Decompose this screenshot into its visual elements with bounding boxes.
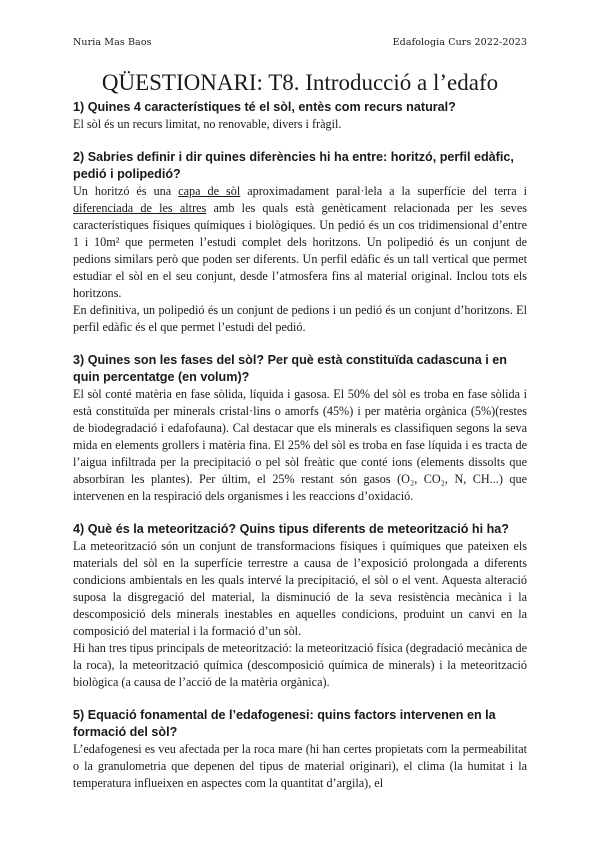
question-4: 4) Què és la meteorització? Quins tipus diferents de meteorització hi ha? xyxy=(73,522,509,536)
answer-2-paragraph-2: En definitiva, un polipedió és un conjunt de pedions i un pedió és un conjunt d’horitzons. El perfil edàfic és el que permet l’estudi del pedió. xyxy=(73,303,527,334)
question-1: 1) Quines 4 característiques té el sòl, entès com recurs natural? xyxy=(73,100,456,114)
answer-3: El sòl conté matèria en fase sòlida, líquida i gasosa. El 50% del sòl es troba en fase sòlida i està constituïda per minerals cristal·lins o amorfs (45%) i per matèria orgànica (5%)(restes de biodegradació i edafofauna). Cal destacar que els minerals es classifiquen segons la seva mida en elements grollers i matèria fina. El 25% del sòl es troba en fase líquida i es tracta de l’aigua infiltrada per la precipitació o pel sòl freàtic que conté ions (elements dissolts que absorbiran les plantes). Per últim, el 25% restant són gasos (O₂, CO₂, N, CH...) que intervenen en la respiració dels organismes i les reaccions d’oxidació. xyxy=(73,387,527,503)
spacer xyxy=(73,336,527,352)
answer-2-text-a: Un horitzó és una xyxy=(73,184,179,198)
answer-4-paragraph-1: La meteorització són un conjunt de transformacions físiques i químiques que pateixen els materials del sòl en la superfície terrestre a causa de l’exposició prolongada a diferents condicions ambientals en les quals intervé la precipitació, el sòl o el vent. Aquesta alteració suposa la disgregació del material, la disminució de la seva resistència mecànica i la descomposició dels minerals inestables en aquelles condicions, produint un canvi en la composició del material i la formació d’un sòl. xyxy=(73,539,527,638)
answer-2-paragraph-1 xyxy=(73,183,527,302)
page-title: QÜESTIONARI: T8. Introducció a l’edafo xyxy=(101,70,499,95)
answer-2-underline-2: diferenciada de les altres xyxy=(73,201,207,215)
spacer xyxy=(73,691,527,707)
question-2: 2) Sabries definir i dir quines diferències hi ha entre: horitzó, perfil edàfic, pedió i polipedió? xyxy=(73,150,514,181)
answer-2-text-c: amb les quals està genèticament relacionada per les seves característiques físiques químiques i biològiques. Un pedió és un cos tridimensional d’entre 1 i 10m² que permeten l’estudi complet dels horitzons. Un polipedió és un conjunt de pedions similars però que poden ser diferents. Un perfil edàfic és un tall vertical que permet estudiar el sòl en el seu conjunt, desde l’atmosfera fins al material original. Inclou tots els horitzons. xyxy=(73,201,527,300)
answer-1: El sòl és un recurs limitat, no renovable, divers i fràgil. xyxy=(73,117,342,131)
question-3: 3) Quines son les fases del sòl? Per què està constituïda cadascuna i en quin percentatge (en volum)? xyxy=(73,353,507,384)
answer-2-text-b: aproximadament paral·lela a la superfície del terra i xyxy=(240,184,527,198)
answer-5: L’edafogenesi es veu afectada per la roca mare (hi han certes propietats com la permeabilitat o la granulometria que depenen del tipus de material originari), el clima (la humitat i la temperatura influeixen en aspectes com la quantitat d’argila), el xyxy=(73,742,527,790)
answer-2-underline-1: capa de sòl xyxy=(178,184,241,198)
header-author: Nuria Mas Baos xyxy=(73,37,152,48)
header-course: Edafologia Curs 2022-2023 xyxy=(392,37,527,48)
spacer xyxy=(73,133,527,149)
question-5: 5) Equació fonamental de l’edafogenesi: quins factors intervenen en la formació del sòl? xyxy=(73,708,496,739)
spacer xyxy=(73,505,527,521)
answer-4-paragraph-2: Hi han tres tipus principals de meteorització: la meteorització física (degradació mecànica de la roca), la meteorització química (descomposició química de minerals) i la meteorització biològica (a causa de l’acció de la matèria orgànica). xyxy=(73,641,527,689)
questionnaire-body xyxy=(73,99,527,792)
